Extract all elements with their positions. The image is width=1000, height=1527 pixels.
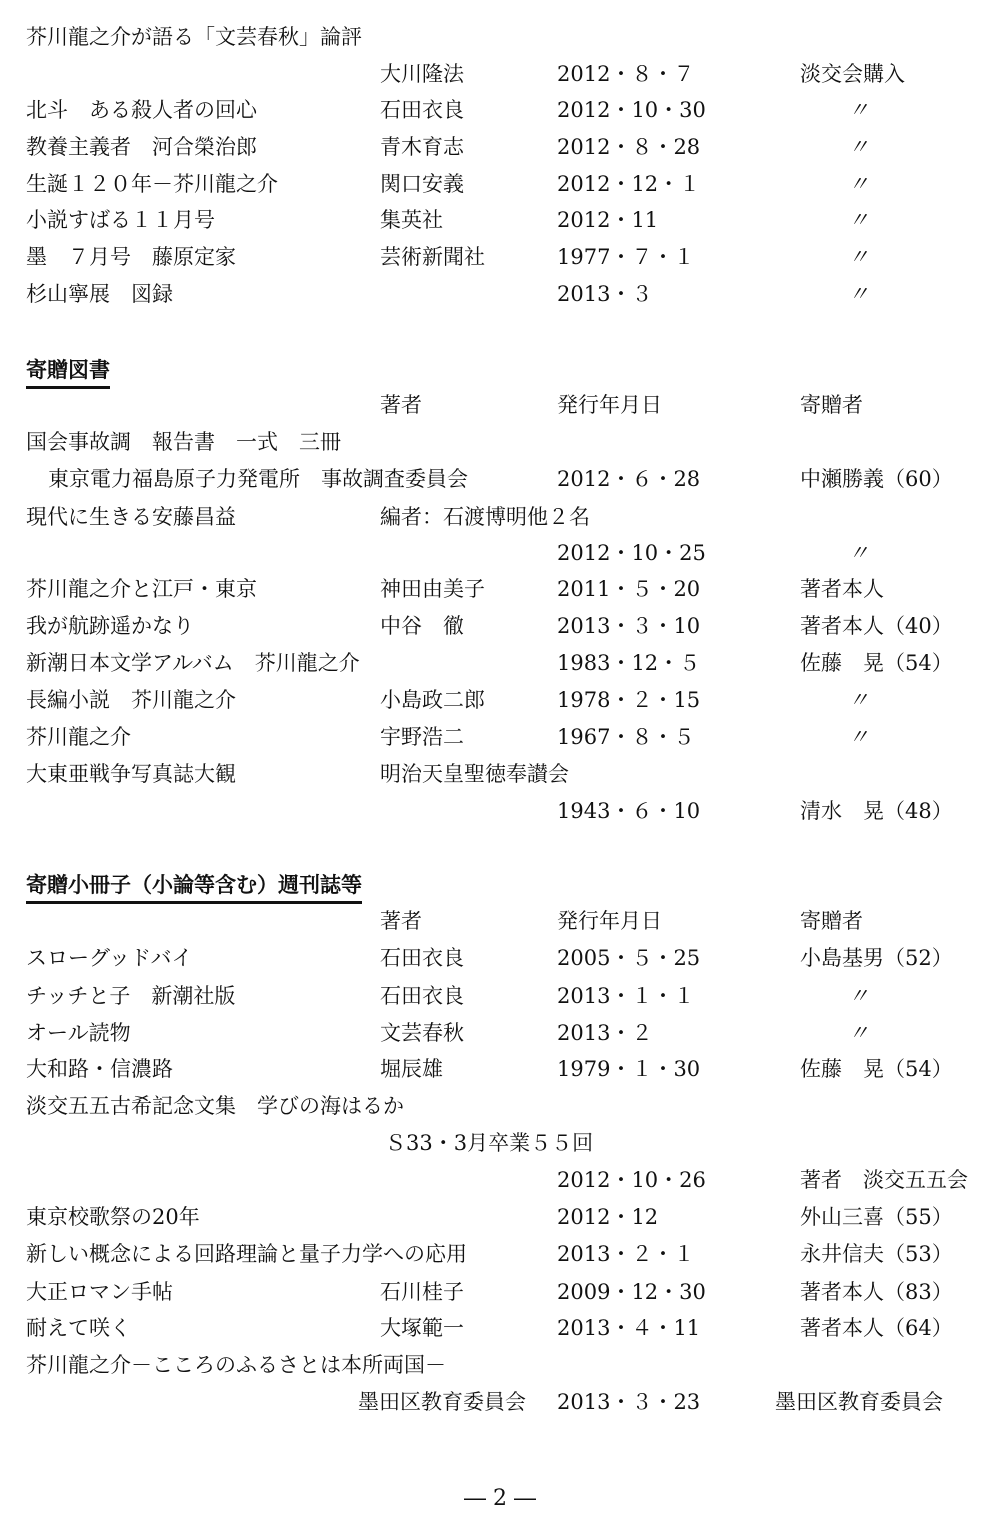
list-item-title: 生誕１２０年－芥川龍之介: [26, 172, 278, 196]
list-item-title: 杉山寧展 図録: [26, 282, 173, 306]
list-item-date: 2012・12・１: [557, 172, 701, 196]
list-item-title: 新しい概念による回路理論と量子力学への応用: [26, 1242, 467, 1266]
list-item-title: 芥川龍之介: [26, 725, 131, 749]
list-item-author: 堀辰雄: [380, 1057, 443, 1081]
list-item-title: 芥川龍之介と江戸・東京: [26, 577, 257, 601]
list-item-author: Ｓ33・3月卒業５５回: [385, 1131, 594, 1155]
list-item-date: 2013・２: [557, 1021, 653, 1045]
list-item-title: 東京校歌祭の20年: [26, 1205, 200, 1229]
list-item-date: 2012・８・28: [557, 135, 701, 159]
list-item-date: 2012・10・30: [557, 98, 706, 122]
column-header-date: 発行年月日: [557, 909, 662, 933]
list-item-title: 芥川龍之介－こころのふるさとは本所両国－: [26, 1353, 446, 1377]
list-item-date: 1977・７・１: [557, 245, 695, 269]
list-item-date: 2012・８・７: [557, 62, 695, 86]
list-item-title: 我が航跡遥かなり: [26, 614, 194, 638]
ditto-mark: 〃: [848, 245, 869, 269]
list-item-author: 中谷 徹: [380, 614, 464, 638]
list-item-donor: 著者 淡交五五会: [800, 1168, 968, 1192]
list-item-author: 明治天皇聖徳奉讃会: [380, 762, 569, 786]
ditto-mark: 〃: [848, 1021, 869, 1045]
list-item-title: 墨 ７月号 藤原定家: [26, 245, 236, 269]
list-item-author: 関口安義: [380, 172, 464, 196]
list-item-date: 2005・５・25: [557, 946, 701, 970]
list-item-date: 1943・６・10: [557, 799, 701, 823]
list-item-date: 2012・10・25: [557, 541, 706, 565]
list-item-author: 大川隆法: [380, 62, 464, 86]
list-item-date: 1967・８・５: [557, 725, 695, 749]
list-item-date: 2013・１・１: [557, 984, 695, 1008]
list-item-author: 集英社: [380, 208, 443, 232]
list-item-date: 2013・２・１: [557, 1242, 695, 1266]
list-item-author: 青木育志: [380, 135, 464, 159]
list-item-date: 2012・10・26: [557, 1168, 706, 1192]
list-item-date: 2013・３・10: [557, 614, 701, 638]
list-item-title: 耐えて咲く: [26, 1316, 131, 1340]
column-header-donor: 寄贈者: [800, 393, 863, 417]
list-item-donor: 墨田区教育委員会: [775, 1390, 943, 1414]
list-item-date: 2012・11: [557, 208, 659, 232]
list-item-title: スローグッドバイ: [26, 946, 193, 970]
list-item-donor: 外山三喜（55）: [800, 1205, 953, 1229]
list-item-author: 文芸春秋: [380, 1021, 464, 1045]
list-item-title: 大正ロマン手帖: [26, 1280, 173, 1304]
list-item-donor: 清水 晃（48）: [800, 799, 953, 823]
ditto-mark: 〃: [848, 208, 869, 232]
list-item-title: 小説すばる１１月号: [26, 208, 215, 232]
ditto-mark: 〃: [848, 282, 869, 306]
list-item-title: 北斗 ある殺人者の回心: [26, 98, 257, 122]
list-item-donor: 小島基男（52）: [800, 946, 953, 970]
ditto-mark: 〃: [848, 98, 869, 122]
section-heading-donated-books: 寄贈図書: [26, 358, 110, 389]
ditto-mark: 〃: [848, 172, 869, 196]
list-item-donor: 永井信夫（53）: [800, 1242, 953, 1266]
list-item-donor: 著者本人（83）: [800, 1280, 953, 1304]
list-item-title: 東京電力福島原子力発電所 事故調査委員会: [48, 467, 468, 491]
list-item-donor: 佐藤 晃（54）: [800, 1057, 953, 1081]
list-item-author: 芸術新聞社: [380, 245, 485, 269]
column-header-author: 著者: [380, 393, 422, 417]
list-item-author: 大塚範一: [380, 1316, 464, 1340]
column-header-date: 発行年月日: [557, 393, 662, 417]
column-header-donor: 寄贈者: [800, 909, 863, 933]
list-item-title: 大東亜戦争写真誌大観: [26, 762, 236, 786]
list-item-title: 現代に生きる安藤昌益: [26, 505, 236, 529]
list-item-donor: 著者本人（40）: [800, 614, 953, 638]
list-item-source: 淡交会購入: [800, 62, 905, 86]
list-item-title: オール読物: [26, 1021, 131, 1045]
ditto-mark: 〃: [848, 725, 869, 749]
list-item-title: 淡交五五古希記念文集 学びの海はるか: [26, 1094, 404, 1118]
list-item-author: 宇野浩二: [380, 725, 464, 749]
list-item-donor: 中瀬勝義（60）: [800, 467, 953, 491]
list-item-title: 長編小説 芥川龍之介: [26, 688, 236, 712]
list-item-date: 2013・３: [557, 282, 653, 306]
list-item-author: 石田衣良: [380, 98, 464, 122]
list-item-date: 1979・１・30: [557, 1057, 701, 1081]
list-item-donor: 佐藤 晃（54）: [800, 651, 953, 675]
list-item-date: 2011・５・20: [557, 577, 701, 601]
list-item-author: 小島政二郎: [380, 688, 485, 712]
list-item-date: 1978・２・15: [557, 688, 701, 712]
list-item-author: 編者：石渡博明他２名: [380, 505, 590, 529]
list-item-date: 2013・３・23: [557, 1390, 701, 1414]
list-item-author: 墨田区教育委員会: [358, 1390, 526, 1414]
ditto-mark: 〃: [848, 688, 869, 712]
page-number: ― 2 ―: [464, 1486, 536, 1511]
list-item-author: 石田衣良: [380, 984, 464, 1008]
list-item-date: 1983・12・５: [557, 651, 701, 675]
ditto-mark: 〃: [848, 135, 869, 159]
list-item-title: 教養主義者 河合榮治郎: [26, 135, 257, 159]
section-heading-donated-booklets: 寄贈小冊子（小論等含む）週刊誌等: [26, 873, 362, 904]
ditto-mark: 〃: [848, 984, 869, 1008]
list-item-title: 大和路・信濃路: [26, 1057, 173, 1081]
column-header-author: 著者: [380, 909, 422, 933]
ditto-mark: 〃: [848, 541, 869, 565]
list-item-donor: 著者本人（64）: [800, 1316, 953, 1340]
list-item-date: 2013・４・11: [557, 1316, 701, 1340]
list-item-title: 芥川龍之介が語る「文芸春秋」論評: [26, 25, 362, 49]
list-item-date: 2009・12・30: [557, 1280, 706, 1304]
list-item-author: 石川桂子: [380, 1280, 464, 1304]
list-item-donor: 著者本人: [800, 577, 884, 601]
list-item-title: 新潮日本文学アルバム 芥川龍之介: [26, 651, 360, 675]
list-item-author: 石田衣良: [380, 946, 464, 970]
list-item-title: 国会事故調 報告書 一式 三冊: [26, 430, 341, 454]
list-item-title: チッチと子 新潮社版: [26, 984, 236, 1008]
list-item-date: 2012・６・28: [557, 467, 701, 491]
list-item-author: 神田由美子: [380, 577, 485, 601]
list-item-date: 2012・12: [557, 1205, 659, 1229]
